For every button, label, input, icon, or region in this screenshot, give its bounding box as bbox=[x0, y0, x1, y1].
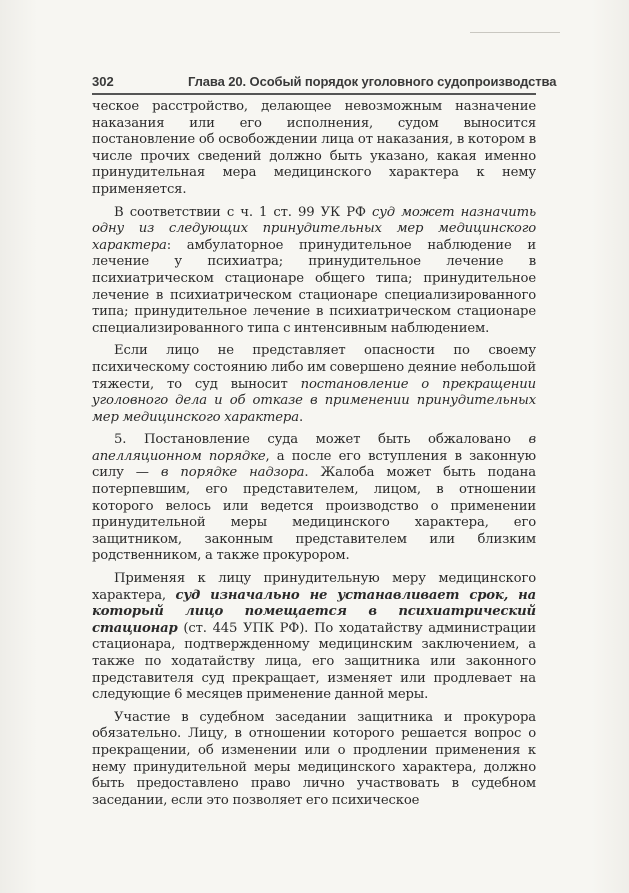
italic-run: суд может назначить одну из следующих принудительных мер медицинского характера bbox=[92, 204, 536, 253]
text-run: (ст. 445 УПК РФ). По ходатайству администрации стационара, подтвержденному медицинским заключением, а также по ходатайству лица, его защитника или законного представителя суд прекращает, изменяет или продлевает на следующие 6 месяцев применение данной меры. bbox=[92, 620, 536, 703]
scan-edge-line bbox=[470, 32, 560, 33]
header-rule bbox=[92, 93, 536, 95]
paragraph-4 bbox=[92, 432, 536, 565]
paragraph-1 bbox=[92, 99, 536, 199]
italic-run: в апелляционном порядке bbox=[92, 432, 536, 464]
text-run: . bbox=[298, 409, 303, 425]
bold-italic-run: суд изначально не устанавливает срок, на который лицо помещается в психиатрический стационар bbox=[92, 587, 536, 636]
text-run: В соответствии с ч. 1 ст. 99 УК РФ bbox=[114, 204, 372, 220]
italic-run: постановление о прекращении уголовного дела и об отказе в применении принудительных мер медицинского характера bbox=[92, 376, 536, 425]
paragraph-5 bbox=[92, 571, 536, 704]
text-run: ческое расстройство, делающее невозможным назначение наказания или его исполнения, судом выносится постановление об освобождении лица от наказания, в котором в числе прочих сведений должно быть указано, какая именно принудительная мера медицинского характера к нему применяется. bbox=[92, 99, 536, 197]
text-run: Применяя к лицу принудительную меру медицинского характера, bbox=[92, 571, 536, 603]
italic-run: в порядке надзора bbox=[160, 465, 305, 481]
running-header bbox=[92, 72, 557, 92]
paragraph-6 bbox=[92, 710, 536, 810]
text-run: . Жалоба может быть подана потерпевшим, его представителем, лицом, в отношении которого велось или ведется производство о применении принудительной меры медицинского характера, его защитником, законным представителем или близким родственником, а также прокурором. bbox=[92, 465, 536, 564]
text-run: Если лицо не представляет опасности по своему психическому состоянию либо им совершено деяние небольшой тяжести, то суд выносит bbox=[92, 343, 536, 392]
text-run: 5. Постановление суда может быть обжаловано bbox=[114, 432, 529, 448]
paragraph-3 bbox=[92, 343, 536, 426]
page-body bbox=[92, 99, 536, 809]
paragraph-2 bbox=[92, 205, 536, 338]
text-run: , а после его вступления в законную силу — bbox=[92, 448, 536, 481]
chapter-title: Глава 20. Особый порядок уголовного судопроизводства bbox=[188, 74, 557, 89]
text-run: Участие в судебном заседании защитника и прокурора обязательно. Лицу, в отношении которого решается вопрос о прекращении, об изменении или о продлении применения к нему принудительной меры медицинского характера, должно быть предоставлено право лично участвовать в судебном заседании, если это позволяет его психическое bbox=[92, 709, 536, 808]
text-run: : амбулаторное принудительное наблюдение и лечение у психиатра; принудительное лечение в психиатрическом стационаре общего типа; принудительное лечение в психиатрическом стационаре специализированного типа; принудительное лечение в психиатрическом стационаре специализированного типа с интенсивным наблюдением. bbox=[92, 237, 536, 336]
page-number: 302 bbox=[92, 74, 114, 89]
